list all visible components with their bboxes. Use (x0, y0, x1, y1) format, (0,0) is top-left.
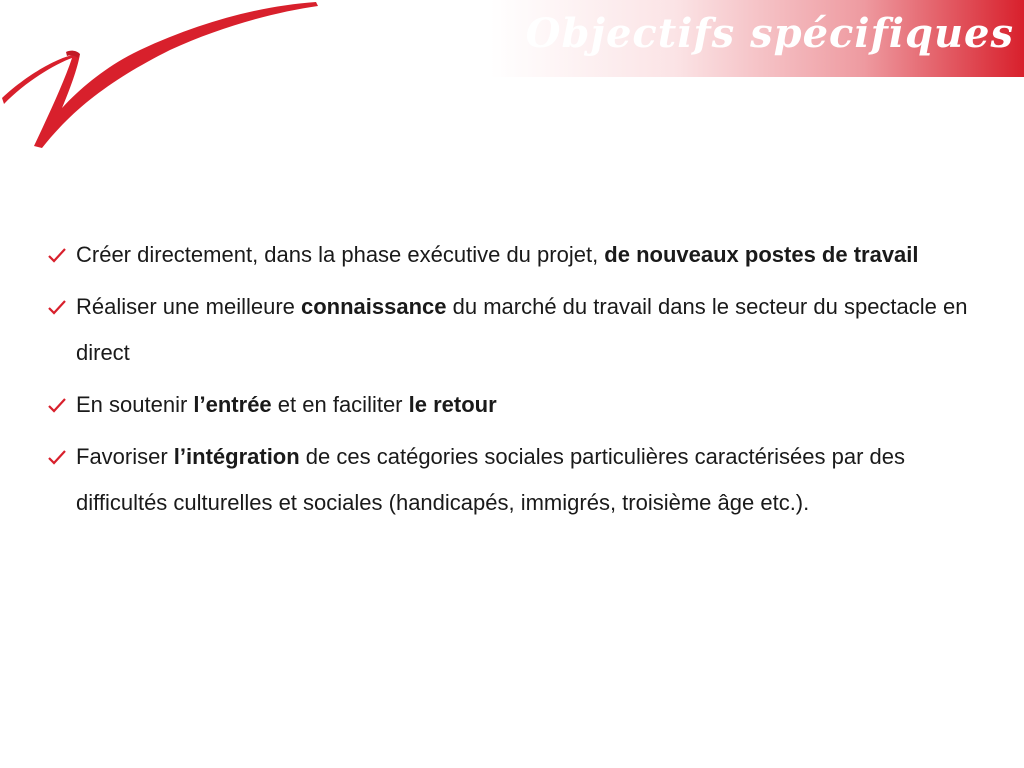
bullet-3-emphasis-a: l’entrée (193, 392, 272, 417)
bullet-item-3 (48, 382, 978, 428)
bullet-2-text-b: du marché du travail dans le secteur du spectacle en direct (76, 294, 968, 365)
bullet-item-4 (48, 434, 978, 526)
checkmark-icon (48, 397, 66, 413)
bullet-1-emphasis: de nouveaux postes de travail (604, 242, 919, 267)
bullet-2-text-a: Réaliser une meilleure (76, 294, 301, 319)
bullet-3-emphasis-b: le retour (408, 392, 497, 417)
bullet-4-emphasis: l’intégration (173, 444, 300, 469)
bullet-4-text-b: de ces catégories sociales particulières caractérisées par des difficultés culturelles et sociales (handicapés, immigrés, troisième âge etc.). (76, 444, 905, 515)
bullet-3-text-b: et en faciliter (271, 392, 409, 417)
bullet-4-text-a: Favoriser (76, 444, 174, 469)
bullet-1-text: Créer directement, dans la phase exécutive du projet, (76, 242, 605, 267)
bullet-list (48, 232, 978, 532)
bullet-3-text-a: En soutenir (76, 392, 194, 417)
checkmark-icon (48, 299, 66, 315)
checkmark-icon (48, 449, 66, 465)
bullet-item-1 (48, 232, 978, 278)
checkmark-icon (48, 247, 66, 263)
header-gradient-band (490, 0, 1024, 77)
red-v-swoosh-icon (0, 0, 330, 160)
bullet-2-emphasis: connaissance (301, 294, 447, 319)
bullet-item-2 (48, 284, 978, 376)
slide-title: Objectifs spécifiques (525, 10, 1014, 57)
